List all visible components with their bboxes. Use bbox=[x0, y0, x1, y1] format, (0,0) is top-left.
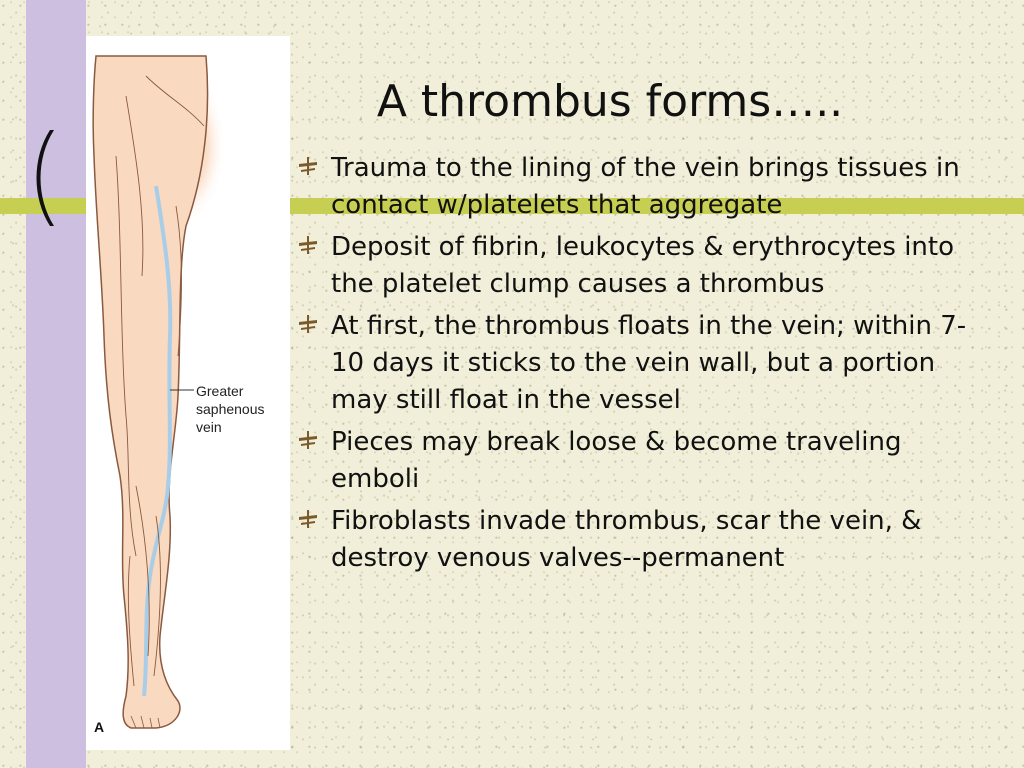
bullet-text: Pieces may break loose & become traveling emboli bbox=[331, 427, 902, 494]
bullet-item bbox=[296, 229, 976, 303]
leg-illustration bbox=[86, 36, 290, 750]
bullet-text: At first, the thrombus floats in the vein; within 7-10 days it sticks to the vein wall, but a portion may still float in the vessel bbox=[331, 311, 967, 415]
bullet-list bbox=[296, 150, 976, 582]
bullet-icon bbox=[298, 235, 318, 255]
bullet-icon bbox=[298, 509, 318, 529]
bullet-icon bbox=[298, 430, 318, 450]
bullet-item bbox=[296, 503, 976, 577]
bullet-icon bbox=[298, 314, 318, 334]
bullet-text: Trauma to the lining of the vein brings tissues in contact w/platelets that aggregate bbox=[331, 153, 960, 220]
bullet-item bbox=[296, 424, 976, 498]
bullet-icon bbox=[298, 156, 318, 176]
bullet-item bbox=[296, 150, 976, 224]
bracket-ornament bbox=[30, 128, 62, 228]
bullet-text: Deposit of fibrin, leukocytes & erythrocytes into the platelet clump causes a thrombus bbox=[331, 232, 954, 299]
decorative-stripe bbox=[26, 0, 86, 768]
leg-outline bbox=[93, 56, 207, 728]
bullet-item bbox=[296, 308, 976, 419]
bullet-text: Fibroblasts invade thrombus, scar the vein, & destroy venous valves--permanent bbox=[331, 506, 922, 573]
figure-letter: A bbox=[94, 719, 105, 735]
slide-title: A thrombus forms….. bbox=[376, 76, 844, 127]
vein-caption: Greater saphenous vein bbox=[196, 383, 265, 435]
